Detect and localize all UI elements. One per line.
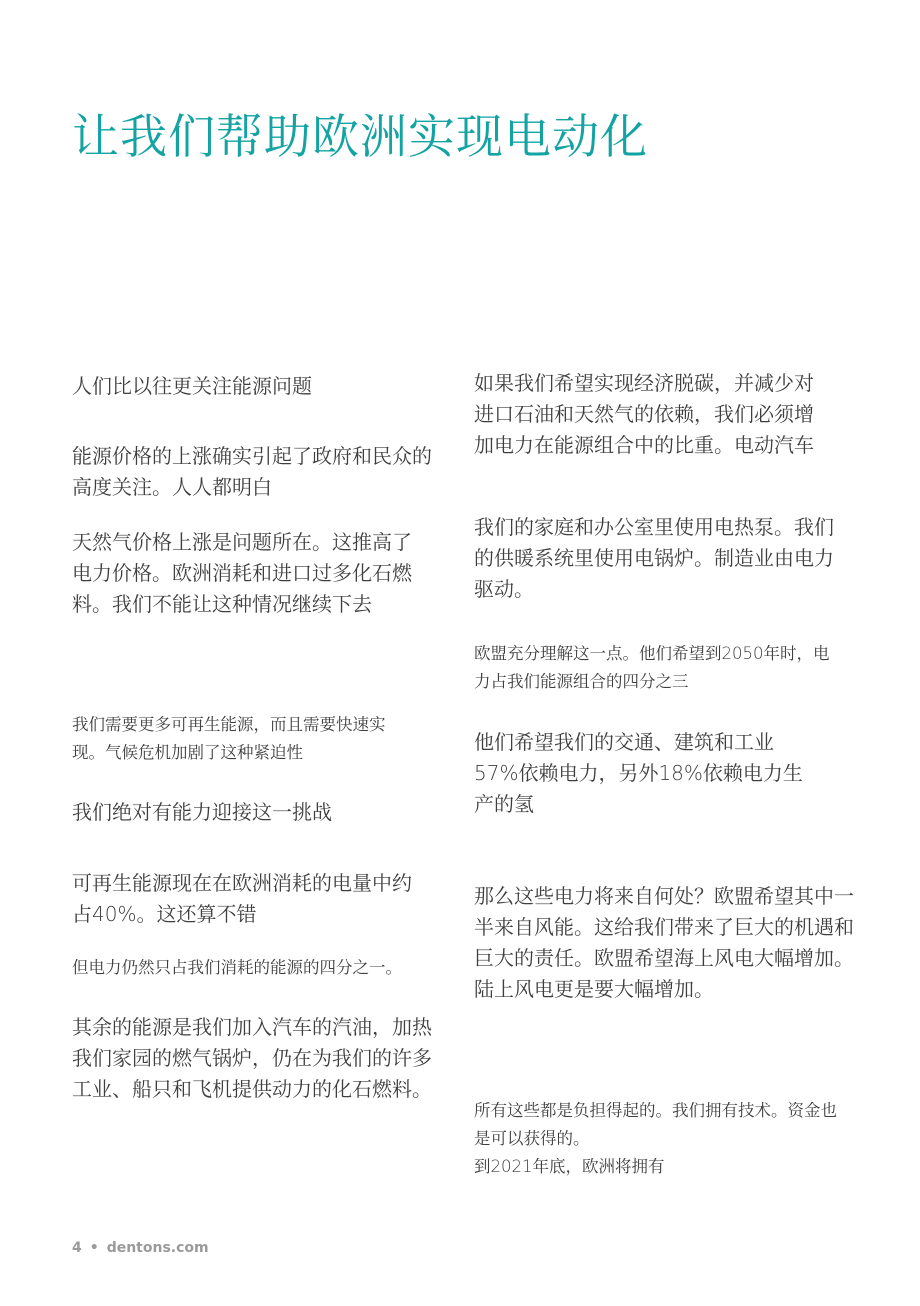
page-number: 4 xyxy=(72,1240,82,1256)
paragraph: 其余的能源是我们加入汽车的汽油，加热我们家园的燃气锅炉，仍在为我们的许多工业、船只和飞机提供动力的化石燃料。 xyxy=(72,1015,432,1101)
paragraph: 那么这些电力将来自何处？欧盟希望其中一半来自风能。这给我们带来了巨大的机遇和巨大的责任。欧盟希望海上风电大幅增加。陆上风电更是要大幅增加。 xyxy=(474,884,854,1001)
paragraph: 到2021年底，欧洲将拥有 xyxy=(474,1157,665,1176)
paragraph: 天然气价格上涨是问题所在。这推高了电力价格。欧洲消耗和进口过多化石燃料。我们不能让这种情况继续下去 xyxy=(72,530,412,616)
footer-separator: • xyxy=(89,1240,99,1256)
paragraph: 但电力仍然只占我们消耗的能源的四分之一。 xyxy=(72,958,402,977)
page-footer xyxy=(72,1240,209,1256)
paragraph: 我们需要更多可再生能源，而且需要快速实现。气候危机加剧了这种紧迫性 xyxy=(72,715,386,762)
paragraph: 我们的家庭和办公室里使用电热泵。我们的供暖系统里使用电锅炉。制造业由电力驱动。 xyxy=(474,515,834,601)
paragraph: 能源价格的上涨确实引起了政府和民众的高度关注。人人都明白 xyxy=(72,444,432,499)
footer-site-link[interactable]: dentons.com xyxy=(106,1240,209,1256)
paragraph: 所有这些都是负担得起的。我们拥有技术。资金也是可以获得的。 xyxy=(474,1101,837,1148)
paragraph: 可再生能源现在在欧洲消耗的电量中约占40%。这还算不错 xyxy=(72,871,412,926)
paragraph: 人们比以往更关注能源问题 xyxy=(72,374,312,398)
paragraph: 他们希望我们的交通、建筑和工业57%依赖电力，另外18%依赖电力生产的氢 xyxy=(474,730,803,816)
paragraph: 欧盟充分理解这一点。他们希望到2050年时，电力占我们能源组合的四分之三 xyxy=(474,644,830,691)
paragraph: 我们绝对有能力迎接这一挑战 xyxy=(72,800,332,824)
paragraph: 如果我们希望实现经济脱碳，并减少对进口石油和天然气的依赖，我们必须增加电力在能源组合中的比重。电动汽车 xyxy=(474,371,814,457)
page-title: 让我们帮助欧洲实现电动化 xyxy=(72,110,648,165)
